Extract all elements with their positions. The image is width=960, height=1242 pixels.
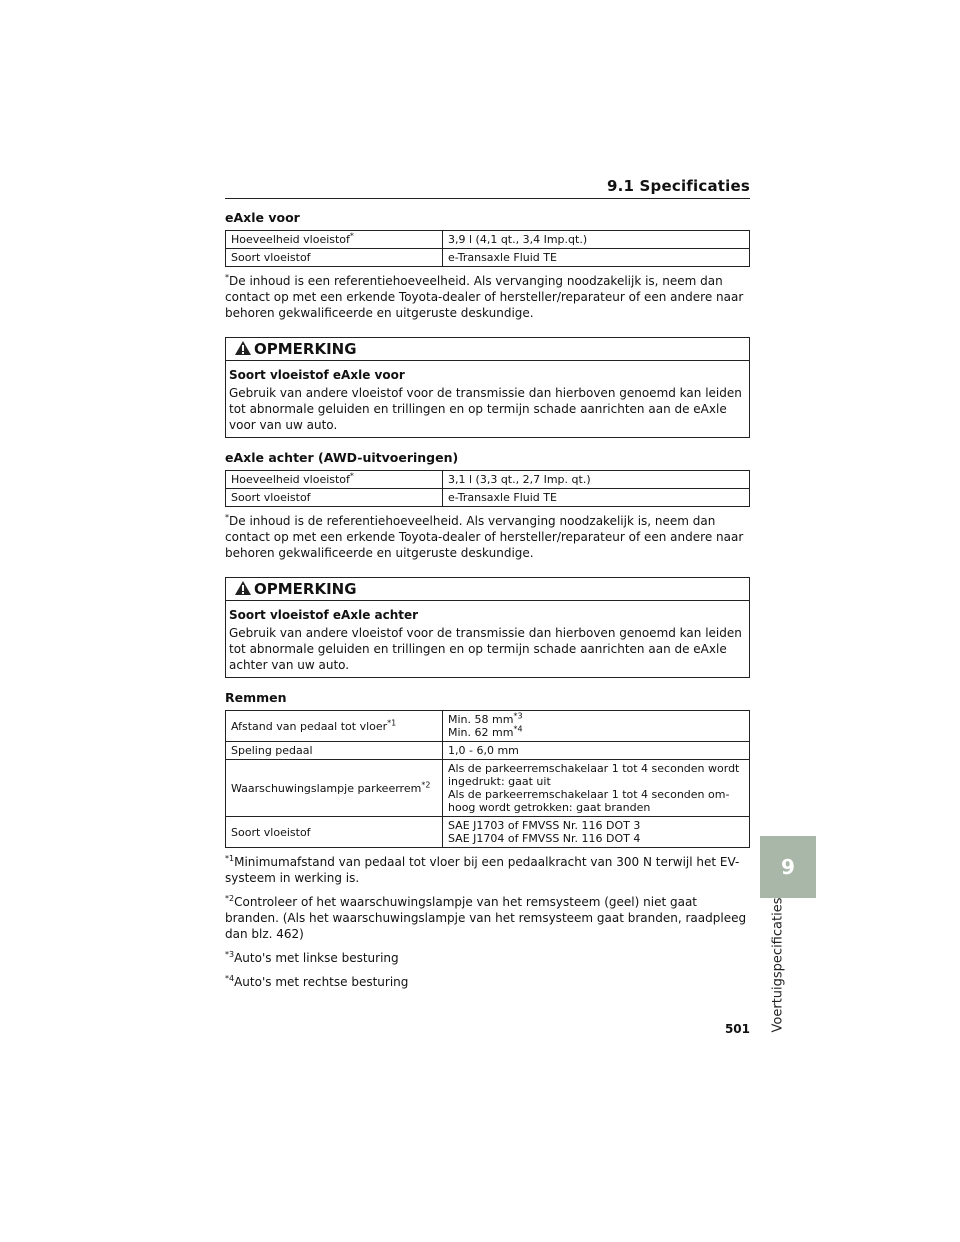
- table-row: [226, 471, 750, 489]
- row-key: Soort vloeistof: [226, 489, 443, 507]
- header-rule: [225, 198, 750, 199]
- remmen-table: [225, 710, 750, 848]
- eaxle-achter-table: [225, 470, 750, 507]
- table-row: [226, 742, 750, 760]
- table-row: [226, 249, 750, 267]
- table-row: [226, 760, 750, 817]
- footnote-ref: *4: [513, 724, 523, 734]
- footnote-mark: *3: [225, 950, 235, 959]
- footnote-ref: *: [349, 471, 354, 481]
- table-row: [226, 711, 750, 742]
- row-value: SAE J1704 of FMVSS Nr. 116 DOT 4: [448, 832, 641, 845]
- footnote-ref: *3: [513, 711, 523, 721]
- warning-text: Gebruik van andere vloeistof voor de transmissie dan hierboven genoemd kan leiden tot abnormale geluiden en trillingen en op termijn schade aanrichten aan de eAxle voor van uw auto.: [229, 386, 742, 432]
- footnote-mark: *4: [225, 974, 235, 983]
- table-row: [226, 817, 750, 848]
- page-number: 501: [724, 1022, 750, 1036]
- footnote-text: Auto's met rechtse besturing: [234, 975, 409, 989]
- chapter-label-text: Voertuigspecificaties: [770, 897, 786, 1033]
- warning-subtitle: Soort vloeistof eAxle voor: [229, 368, 405, 382]
- row-value: e-Transaxle Fluid TE: [443, 249, 750, 267]
- table-row: [226, 489, 750, 507]
- warning-box-achter: [225, 577, 750, 678]
- eaxle-voor-title: eAxle voor: [225, 210, 300, 225]
- warning-title: OPMERKING: [254, 580, 357, 598]
- note-text: De inhoud is de referentiehoeveelheid. Als vervanging noodzakelijk is, neem dan contact op met een erkende Toyota-dealer of hersteller/reparateur of een andere naar behoren gekwalificeerde en uitgeruste deskundige.: [225, 514, 744, 560]
- row-key: Soort vloeistof: [226, 817, 443, 848]
- footnote: [225, 950, 750, 966]
- row-value: SAE J1703 of FMVSS Nr. 116 DOT 3: [448, 819, 641, 832]
- note-text: De inhoud is een referentiehoeveelheid. Als vervanging noodzakelijk is, neem dan contact op met een erkende Toyota-dealer of hersteller/reparateur of een andere naar behoren gekwalificeerde en uitgeruste deskundige.: [225, 274, 744, 320]
- eaxle-achter-note: [225, 513, 750, 561]
- warning-title: OPMERKING: [254, 340, 357, 358]
- footnote-ref: *1: [387, 717, 397, 727]
- row-key: Speling pedaal: [226, 742, 443, 760]
- footnote-mark: *1: [225, 854, 235, 863]
- warning-box-voor: [225, 337, 750, 438]
- footnote-ref: *2: [421, 779, 431, 789]
- row-value: 3,9 l (4,1 qt., 3,4 Imp.qt.): [443, 231, 750, 249]
- footnote: [225, 854, 750, 886]
- chapter-number: 9: [781, 855, 795, 879]
- remmen-title: Remmen: [225, 690, 287, 705]
- table-row: [226, 231, 750, 249]
- section-header-title: 9.1 Specificaties: [606, 177, 750, 195]
- footnote: [225, 974, 750, 990]
- chapter-tab: [760, 836, 816, 898]
- warning-text: Gebruik van andere vloeistof voor de transmissie dan hierboven genoemd kan leiden tot abnormale geluiden en trillingen en op termijn schade aanrichten aan de eAxle achter van uw auto.: [229, 626, 742, 672]
- warning-icon: [234, 580, 252, 596]
- row-value: e-Transaxle Fluid TE: [443, 489, 750, 507]
- eaxle-voor-table: [225, 230, 750, 267]
- eaxle-voor-note: [225, 273, 750, 321]
- row-key: Hoeveelheid vloeistof: [231, 473, 350, 486]
- footnote-mark: *: [225, 273, 229, 282]
- row-key: Waarschuwingslampje parkeerrem: [231, 781, 422, 795]
- row-value: 1,0 - 6,0 mm: [443, 742, 750, 760]
- eaxle-achter-title: eAxle achter (AWD-uitvoeringen): [225, 450, 459, 465]
- footnote-ref: *: [349, 231, 354, 241]
- warning-icon: [234, 340, 252, 356]
- row-key: Soort vloeistof: [226, 249, 443, 267]
- footnote-text: Controleer of het waarschuwingslampje van het remsysteem (geel) niet gaat branden. (Als het waarschuwingslampje van het remsysteem gaat branden, raadpleeg dan blz. 462): [225, 895, 747, 941]
- row-value: 3,1 l (3,3 qt., 2,7 Imp. qt.): [443, 471, 750, 489]
- row-key: Afstand van pedaal tot vloer: [231, 719, 388, 733]
- warning-subtitle: Soort vloeistof eAxle achter: [229, 608, 419, 622]
- chapter-label: [760, 898, 796, 1032]
- row-value: Min. 58 mm: [448, 713, 514, 726]
- footnote-mark: *: [225, 513, 229, 522]
- row-value: Als de parkeerremschakelaar 1 tot 4 seconden wordt ingedrukt: gaat uit: [448, 762, 740, 788]
- page-content: [225, 210, 750, 998]
- footnote-mark: *2: [225, 894, 235, 903]
- footnote-text: Auto's met linkse besturing: [234, 951, 399, 965]
- footnote: [225, 894, 750, 942]
- row-value: Min. 62 mm: [448, 726, 514, 739]
- row-key: Hoeveelheid vloeistof: [231, 233, 350, 246]
- footnote-text: Minimumafstand van pedaal tot vloer bij een pedaalkracht van 300 N terwijl het EV-systeem in werking is.: [225, 855, 740, 885]
- row-value: Als de parkeerremschakelaar 1 tot 4 seconden om-hoog wordt getrokken: gaat branden: [448, 788, 730, 814]
